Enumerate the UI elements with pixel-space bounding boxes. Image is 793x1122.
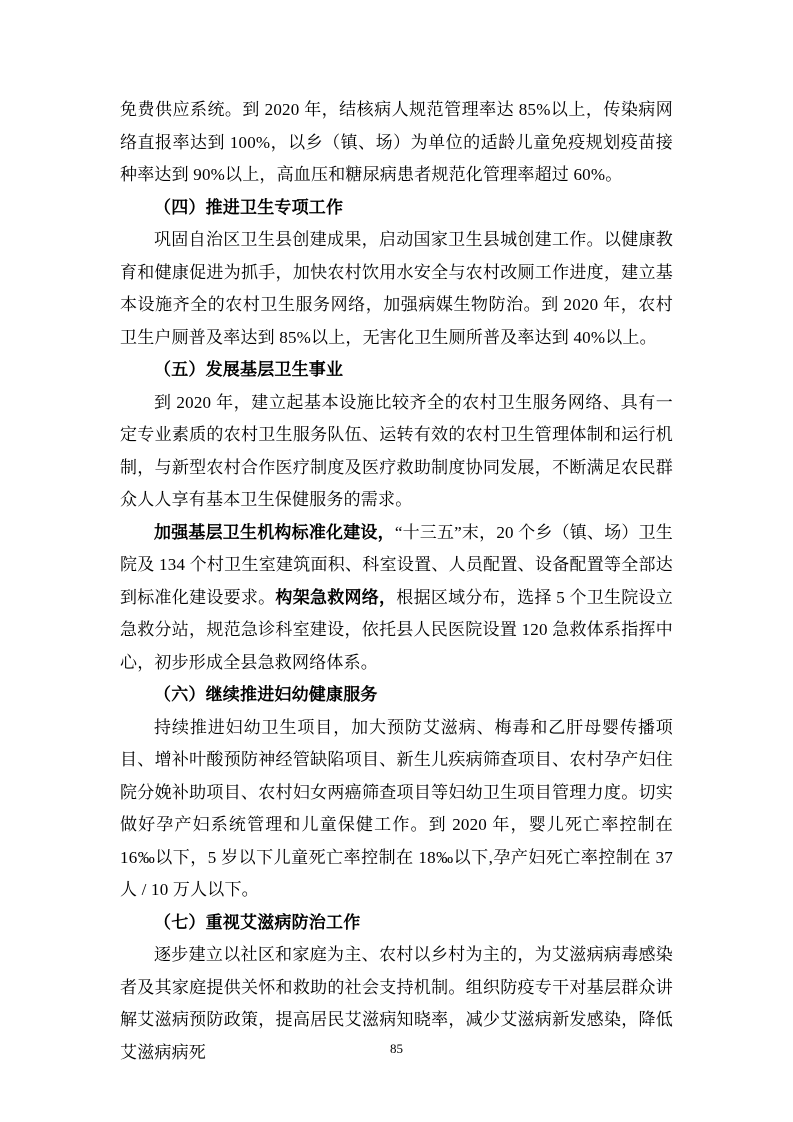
section-heading xyxy=(120,679,673,712)
section-heading xyxy=(120,354,673,387)
body-paragraph xyxy=(120,94,673,192)
bold-text-run: 加强基层卫生机构标准化建设， xyxy=(154,522,395,542)
body-paragraph xyxy=(120,517,673,680)
bold-text-run: （四）推进卫生专项工作 xyxy=(154,197,344,217)
body-paragraph xyxy=(120,224,673,354)
bold-text-run: （五）发展基层卫生事业 xyxy=(154,360,344,379)
text-run: 巩固自治区卫生县创建成果，启动国家卫生县城创建工作。以健康教育和健康促进为抓手，加快农村饮用水安全与农村改厕工作进度，建立基本设施齐全的农村卫生服务网络，加强病媒生物防治。到 2020 年，农村卫生户厕普及率达到 85%以上，无害化卫生厕所普及率达到 40%以上。 xyxy=(120,230,673,347)
text-run: “十三五”末，20 个乡（镇、场）卫生院及 134 个村卫生室建筑面积、科室设置、人员配置、设备配置等全部达到标准化建设要求。 xyxy=(120,522,673,607)
section-heading xyxy=(120,907,673,940)
page-number: 85 xyxy=(390,1041,403,1056)
section-heading xyxy=(120,192,673,225)
body-paragraph xyxy=(120,387,673,517)
document-content xyxy=(120,94,673,1069)
bold-text-run: （六）继续推进妇幼健康服务 xyxy=(154,685,378,704)
text-run: 到 2020 年，建立起基本设施比较齐全的农村卫生服务网络、具有一定专业素质的农村卫生服务队伍、运转有效的农村卫生管理体制和运行机制，与新型农村合作医疗制度及医疗救助制度协同发展，不断满足农民群众人人享有基本卫生保健服务的需求。 xyxy=(120,392,673,509)
bold-text-run: （七）重视艾滋病防治工作 xyxy=(154,912,361,932)
text-run: 逐步建立以社区和家庭为主、农村以乡村为主的，为艾滋病病毒感染者及其家庭提供关怀和救助的社会支持机制。组织防疫专干对基层群众讲解艾滋病预防政策，提高居民艾滋病知晓率，减少艾滋病新发感染，降低艾滋病病死 xyxy=(120,945,673,1062)
bold-text-run: 构架急救网络， xyxy=(275,587,397,607)
text-run: 根据区域分布，选择 5 个卫生院设立急救分站，规范急诊科室建设，依托县人民医院设置 120 急救体系指挥中心，初步形成全县急救网络体系。 xyxy=(120,587,673,672)
text-run: 免费供应系统。到 2020 年，结核病人规范管理率达 85%以上，传染病网络直报率达到 100%，以乡（镇、场）为单位的适龄儿童免疫规划疫苗接种率达到 90%以上，高血压和糖尿病患者规范化管理率超过 60%。 xyxy=(120,100,673,184)
body-paragraph xyxy=(120,712,673,907)
text-run: 持续推进妇幼卫生项目，加大预防艾滋病、梅毒和乙肝母婴传播项目、增补叶酸预防神经管缺陷项目、新生儿疾病筛查项目、农村孕产妇住院分娩补助项目、农村妇女两癌筛查项目等妇幼卫生项目管理力度。切实做好孕产妇系统管理和儿童保健工作。到 2020 年，婴儿死亡率控制在 16‰以下，5 岁以下儿童死亡率控制在 18‰以下,孕产妇死亡率控制在 37 人 / 10 万人以下。 xyxy=(120,717,673,899)
